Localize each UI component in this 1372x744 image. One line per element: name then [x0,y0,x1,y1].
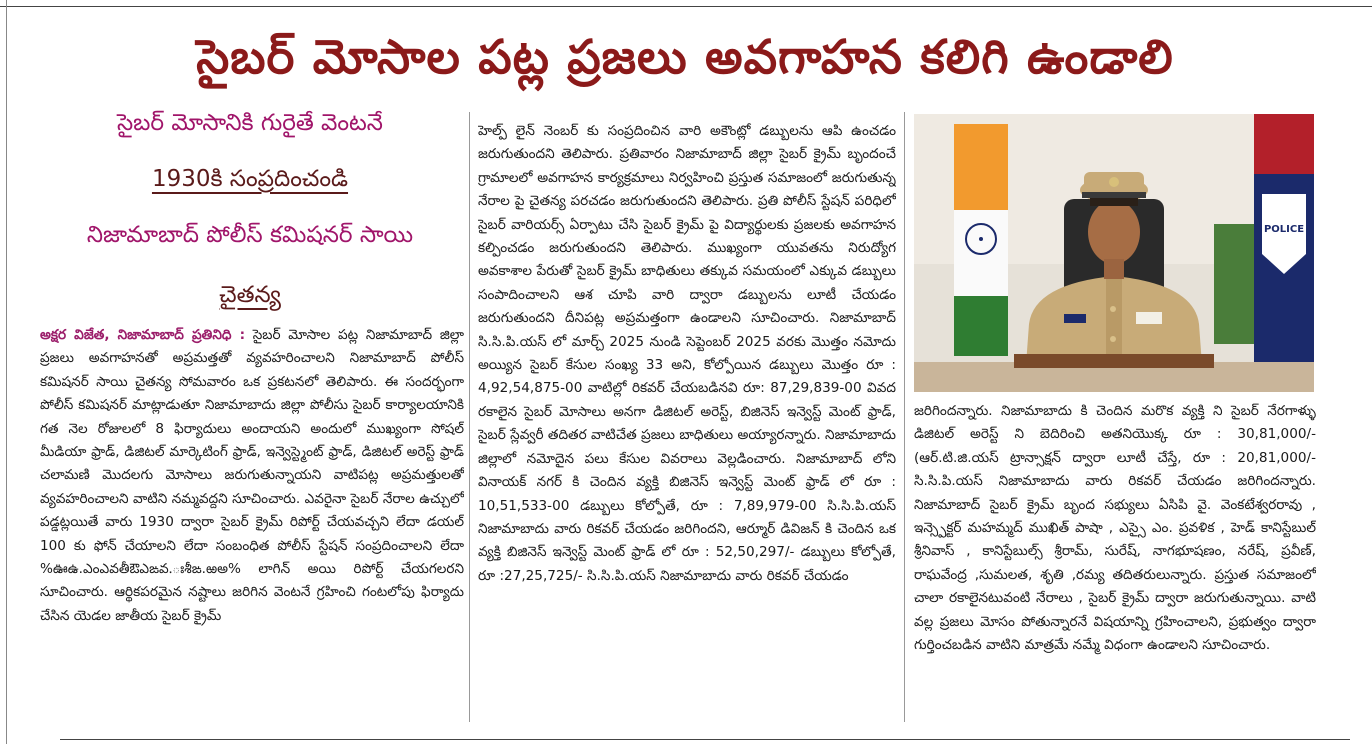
column-1-text [40,324,464,628]
subheading-2 [40,162,460,196]
subheading-3: నిజామాబాద్ పోలీస్ కమిషనర్ సాయి [86,222,414,248]
top-rule [0,6,1372,7]
subheading-1: సైబర్ మోసానికి గురైతే వెంటనే [117,110,383,136]
police-badge-text: POLICE [1263,224,1305,235]
column-2-text: హెల్ప్ లైన్ నెంబర్ కు సంప్రదించిన వారి అకౌంట్లో డబ్బులను ఆపి ఉంచడం జరుగుతుందని తెలిపారు. ప్రతివారం నిజామాబాద్ జిల్లా సైబర్ క్రైమ్ బృందంచే గ్రామాలలో అవగాహన కార్యక్రమాలు నిర్వహించి ప్రస్తుత సమాజంలో జరుగుతున్న నేరాల పై చైతన్య పరచడం జరుగుతుందని తెలిపారు. ప్రతి పోలీస్ స్టేషన్ పరిధిలో సైబర్ వారియర్స్ ఏర్పాటు చేసి సైబర్ క్రైమ్ పై విద్యార్థులకు ప్రజలకు అవగాహన కల్పించడం జరుగుతుందని తెలిపారు. ముఖ్యంగా యువతను నిరుద్యోగ అవకాశాల పేరుతో సైబర్ క్రైమ్ బాధితులు తక్కువ సమయంలో ఎక్కువ డబ్బులు సంపాదించాలని ఆశ చూపి వారి ద్వారా డబ్బులను లూటీ చేయడం జరుగుతుందని దీనిపట్ల అప్రమత్తంగా ఉండాలని సూచించారు. నిజామాబాద్ సి.సి.పి.యస్ లో మార్చ్ 2025 నుండి సెప్టెంబర్ 2025 వరకు మొత్తం నమోదు అయ్యిన సైబర్ కేసుల సంఖ్య 33 అని, కోల్పోయిన డబ్బులు మొత్తం రూ : 4,92,54,875-00 వాటిల్లో రికవర్ చేయబడినవి రూ: 87,29,839-00 వివద రకాలైన సైబర్ మోసాలు అనగా డిజిటల్ అరెస్ట్, బిజినెస్ ఇన్వెస్ట్ మెంట్ ఫ్రాడ్, సైబర్ స్లేవ్వరీ తదితర వాటిచేత ప్రజలు బాధితులు అయ్యారన్నారు. నిజామాబాదు జిల్లాలో నమోదైన పలు కేసుల వివరాలు వెల్లడించారు. నిజామాబాద్ లోని వినాయక్ నగర్ కి చెందిన వ్యక్తి బిజినెస్ ఇన్వెస్ట్ మెంట్ ఫ్రాడ్ లో రూ : 10,51,533-00 డబ్బులు కోల్పోతే, రూ : 7,89,979-00 సి.సి.పి.యస్ నిజామాబాదు వారు రికవర్ చేయడం జరిగిందని, ఆర్మూర్ డివిజన్ కి చెందిన ఒక వ్యక్తి బిజినెస్ ఇన్వెస్ట్ మెంట్ ఫ్రాడ్ లో రూ : 52,50,297/- డబ్బులు కోల్పోతే, రూ :27,25,725/- సి.సి.పి.యస్ నిజామాబాదు వారు రికవర్ చేయడం [478,123,896,584]
police-banner-icon [1254,114,1314,392]
subheading-4-text: చైతన్య [219,282,281,308]
byline: అక్షర విజేత, నిజామాబాద్ ప్రతినిధి : [40,327,246,343]
subheading-2-text: 1930కి సంప్రదించండి [151,166,349,192]
article-column-2 [478,120,896,726]
column-divider-2 [904,112,905,722]
headline: సైబర్ మోసాల పట్ల ప్రజలు అవగాహన కలిగి ఉండాలి [196,30,1174,85]
column-1-body: సైబర్ మోసాల పట్ల నిజామాబాద్ జిల్లా ప్రజలు అవగాహనతో అప్రమత్తతో వ్యవహరించాలని నిజామాబాద్ పోలీస్ కమిషనర్ సాయి చైతన్య సోమవారం ఒక ప్రకటనలో తెలిపారు. ఈ సందర్భంగా పోలీస్ కమిషనర్ మాట్లాడుతూ నిజామాబాదు జిల్లా పోలీసు సైబర్ కార్యాలయానికి గత నెల రోజులలో 8 ఫిర్యాదులు అందాయని అందులో ముఖ్యంగా సోషల్ మీడియా ఫ్రాడ్, డిజిటల్ మార్కెటింగ్ ఫ్రాడ్, ఇన్వెస్ట్మెంట్ ఫ్రాడ్, డిజిటల్ అరెస్ట్ ఫ్రాడ్ చలామణి మొదలగు మోసాలు జరుగుతున్నాయని వాటిపట్ల అప్రమత్తులతో వ్యవహరించాలని వాటిని నమ్మవద్దని సూచించారు. ఎవరైనా సైబర్ నేరాల ఉచ్చులో పడ్డట్లయితే వారు 1930 ద్వారా సైబర్ క్రైమ్ రిపోర్ట్ చేయవచ్చని లేదా డయల్ 100 కు ఫోన్ చేయాలని లేదా సంబంధిత పోలీస్ స్టేషన్ సంప్రదించాలని లేదా %ఊఉ.ఎంఎవతీఔఎఙవ.ఃశీఙ.ఱఅ% లాగిన్ అయి రిపోర్ట్ చేయగలరని సూచించారు. ఆర్థికపరమైన నష్టాలు జరిగిన వెంటనే గ్రహించి గంటలోపు ఫిర్యాదు చేసిన యెడల జాతీయ సైబర్ క్రైమ్ [40,327,464,624]
article-column-3 [914,400,1316,728]
left-rule [6,0,7,744]
flag-icon [954,124,1008,356]
column-3-text: జరిగిందన్నారు. నిజామాబాదు కి చెందిన మరొక వ్యక్తి ని సైబర్ నేరగాళ్ళు డిజిటల్ అరెస్ట్ ని బెదిరించి అతనియొక్క రూ : 30,81,000/- (ఆర్.టి.జి.యస్ ట్రాన్సాక్షన్ ద్వారా లూటీ చేస్తే, రూ : 20,81,000/- సి.సి.పి.యస్ నిజామాబాదు వారు రికవర్ చేయడం జరిగిందన్నారు. నిజామాబాద్ సైబర్ క్రైమ్ బృంద సభ్యులు ఏసిపి వై. వెంకటేశ్వరరావు , ఇన్స్పెక్టర్ మహమ్మద్ ముఖిత్ పాషా , ఎస్సై ఎం. ప్రవళిక , హెడ్ కానిస్టేబుల్ శ్రీనివాస్ , కానిస్టేబుల్స్ శ్రీరామ్, సురేష్, నాగభూషణం, నరేష్, ప్రవీణ్, రాఘవేంద్ర ,సుమలత, శృతి ,రమ్య తదితరులున్నారు. ప్రస్తుత సమాజంలో చాలా రకాలైనటువంటి నేరాలు , సైబర్ క్రైమ్ ద్వారా జరుగుతున్నాయి. వాటి వల్ల ప్రజలు మోసం పోతున్నారనే విషయాన్ని గ్రహించాలని, ప్రభుత్వం ద్వారా గుర్తించబడిన వాటిని మాత్రమే నమ్మే విధంగా ఉండాలని సూచించారు. [914,403,1316,654]
commissioner-photo [914,114,1314,392]
article-column-1 [40,324,464,726]
subheading-4 [40,278,460,312]
bottom-rule [60,739,1350,740]
column-divider-1 [469,112,470,722]
